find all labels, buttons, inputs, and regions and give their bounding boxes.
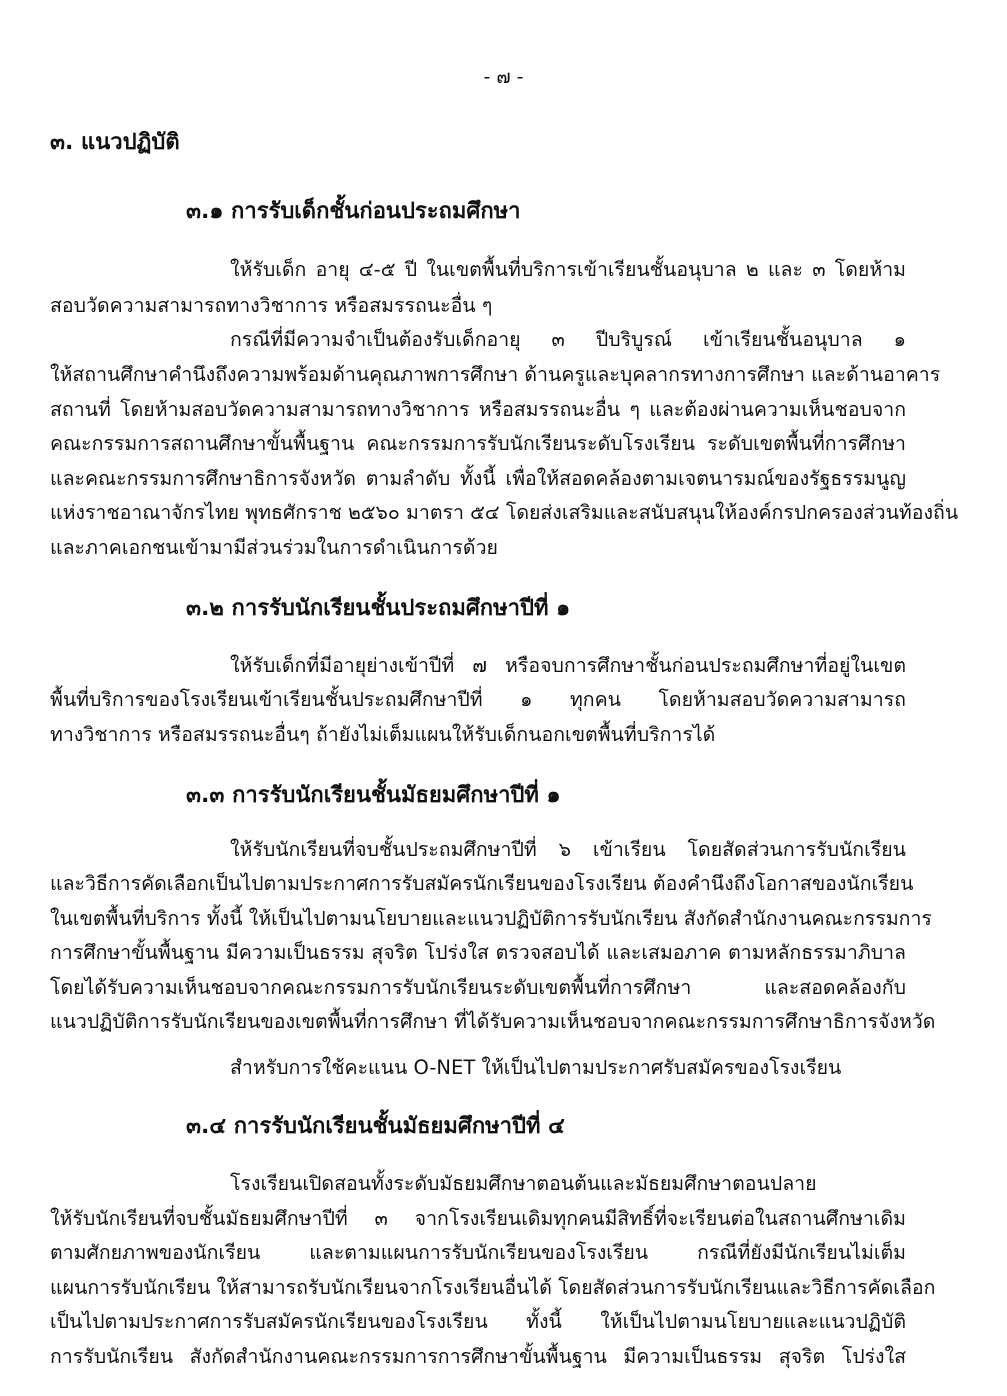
paragraph-line: คณะกรรมการสถานศึกษาขั้นพื้นฐาน คณะกรรมการรับนักเรียนระดับโรงเรียน ระดับเขตพื้นที่การศึกษา <box>50 432 906 455</box>
paragraph-line: โดยได้รับความเห็นชอบจากคณะกรรมการรับนักเรียนระดับเขตพื้นที่การศึกษา และสอดคล้องกับ <box>50 976 906 999</box>
paragraph-line: ตามศักยภาพของนักเรียน และตามแผนการรับนักเรียนของโรงเรียน กรณีที่ยังมีนักเรียนไม่เต็ม <box>50 1241 906 1264</box>
paragraph-line: ให้รับนักเรียนที่จบชั้นมัธยมศึกษาปีที่ ๓ จากโรงเรียนเดิมทุกคนมีสิทธิ์ที่จะเรียนต่อในสถานศึกษาเดิม <box>50 1207 906 1230</box>
section-heading-3-2: ๓.๒ การรับนักเรียนชั้นประถมศึกษาปีที่ ๑ <box>186 596 571 621</box>
paragraph-line: และภาคเอกชนเข้ามามีส่วนร่วมในการดำเนินการด้วย <box>50 536 498 559</box>
paragraph-line: การศึกษาขั้นพื้นฐาน มีความเป็นธรรม สุจริต โปร่งใส ตรวจสอบได้ และเสมอภาค ตามหลักธรรมาภิบาล <box>50 941 906 964</box>
paragraph-line: การรับนักเรียน สังกัดสำนักงานคณะกรรมการการศึกษาขั้นพื้นฐาน มีความเป็นธรรม สุจริต โปร่งใส <box>50 1345 906 1368</box>
section-heading-3-1: ๓.๑ การรับเด็กชั้นก่อนประถมศึกษา <box>186 199 521 224</box>
paragraph-line: สำหรับการใช้คะแนน O-NET ให้เป็นไปตามประกาศรับสมัครของโรงเรียน <box>230 1056 842 1079</box>
paragraph-line: และคณะกรรมการศึกษาธิการจังหวัด ตามลำดับ ทั้งนี้ เพื่อให้สอดคล้องตามเจตนารมณ์ของรัฐธรรมนูญ <box>50 467 906 490</box>
paragraph-line: กรณีที่มีความจำเป็นต้องรับเด็กอายุ ๓ ปีบริบูรณ์ เข้าเรียนชั้นอนุบาล ๑ <box>230 328 906 351</box>
section-heading-3: ๓. แนวปฏิบัติ <box>50 130 180 155</box>
page-number: - ๗ - <box>483 66 524 88</box>
paragraph-line: ทางวิชาการ หรือสมรรถนะอื่นๆ ถ้ายังไม่เต็มแผนให้รับเด็กนอกเขตพื้นที่บริการได้ <box>50 723 716 746</box>
paragraph-line: ให้รับเด็กที่มีอายุย่างเข้าปีที่ ๗ หรือจบการศึกษาชั้นก่อนประถมศึกษาที่อยู่ในเขต <box>230 654 906 677</box>
section-heading-3-4: ๓.๔ การรับนักเรียนชั้นมัธยมศึกษาปีที่ ๔ <box>186 1114 565 1139</box>
paragraph-line: แห่งราชอาณาจักรไทย พุทธศักราช ๒๕๖๐ มาตรา ๕๔ โดยส่งเสริมและสนับสนุนให้องค์กรปกครองส่วนท้องถิ่น <box>50 501 959 524</box>
paragraph-line: สอบวัดความสามารถทางวิชาการ หรือสมรรถนะอื่น ๆ <box>50 294 493 317</box>
paragraph-line: ให้รับเด็ก อายุ ๔-๕ ปี ในเขตพื้นที่บริการเข้าเรียนชั้นอนุบาล ๒ และ ๓ โดยห้าม <box>230 258 906 281</box>
paragraph-line: และวิธีการคัดเลือกเป็นไปตามประกาศการรับสมัครนักเรียนของโรงเรียน ต้องคำนึงถึงโอกาสของนักเรียน <box>50 872 914 895</box>
paragraph-line: เป็นไปตามประกาศการรับสมัครนักเรียนของโรงเรียน ทั้งนี้ ให้เป็นไปตามนโยบายและแนวปฏิบัติ <box>50 1310 906 1333</box>
paragraph-line: สถานที่ โดยห้ามสอบวัดความสามารถทางวิชาการ หรือสมรรถนะอื่น ๆ และต้องผ่านความเห็นชอบจาก <box>50 398 906 421</box>
paragraph-line: ให้สถานศึกษาคำนึงถึงความพร้อมด้านคุณภาพการศึกษา ด้านครูและบุคลากรทางการศึกษา และด้านอาคาร <box>50 363 941 386</box>
paragraph-line: แนวปฏิบัติการรับนักเรียนของเขตพื้นที่การศึกษา ที่ได้รับความเห็นชอบจากคณะกรรมการศึกษาธิการจังหวัด <box>50 1010 936 1033</box>
section-heading-3-3: ๓.๓ การรับนักเรียนชั้นมัธยมศึกษาปีที่ ๑ <box>186 783 561 808</box>
paragraph-line: ให้รับนักเรียนที่จบชั้นประถมศึกษาปีที่ ๖ เข้าเรียน โดยสัดส่วนการรับนักเรียน <box>230 838 906 861</box>
paragraph-line: ในเขตพื้นที่บริการ ทั้งนี้ ให้เป็นไปตามนโยบายและแนวปฏิบัติการรับนักเรียน สังกัดสำนักงานคณะกรรมการ <box>50 907 932 930</box>
paragraph-line: พื้นที่บริการของโรงเรียนเข้าเรียนชั้นประถมศึกษาปีที่ ๑ ทุกคน โดยห้ามสอบวัดความสามารถ <box>50 688 906 711</box>
paragraph-line: โรงเรียนเปิดสอนทั้งระดับมัธยมศึกษาตอนต้นและมัธยมศึกษาตอนปลาย <box>230 1172 817 1195</box>
paragraph-line: แผนการรับนักเรียน ให้สามารถรับนักเรียนจากโรงเรียนอื่นได้ โดยสัดส่วนการรับนักเรียนและวิธีการคัดเลือก <box>50 1276 936 1299</box>
